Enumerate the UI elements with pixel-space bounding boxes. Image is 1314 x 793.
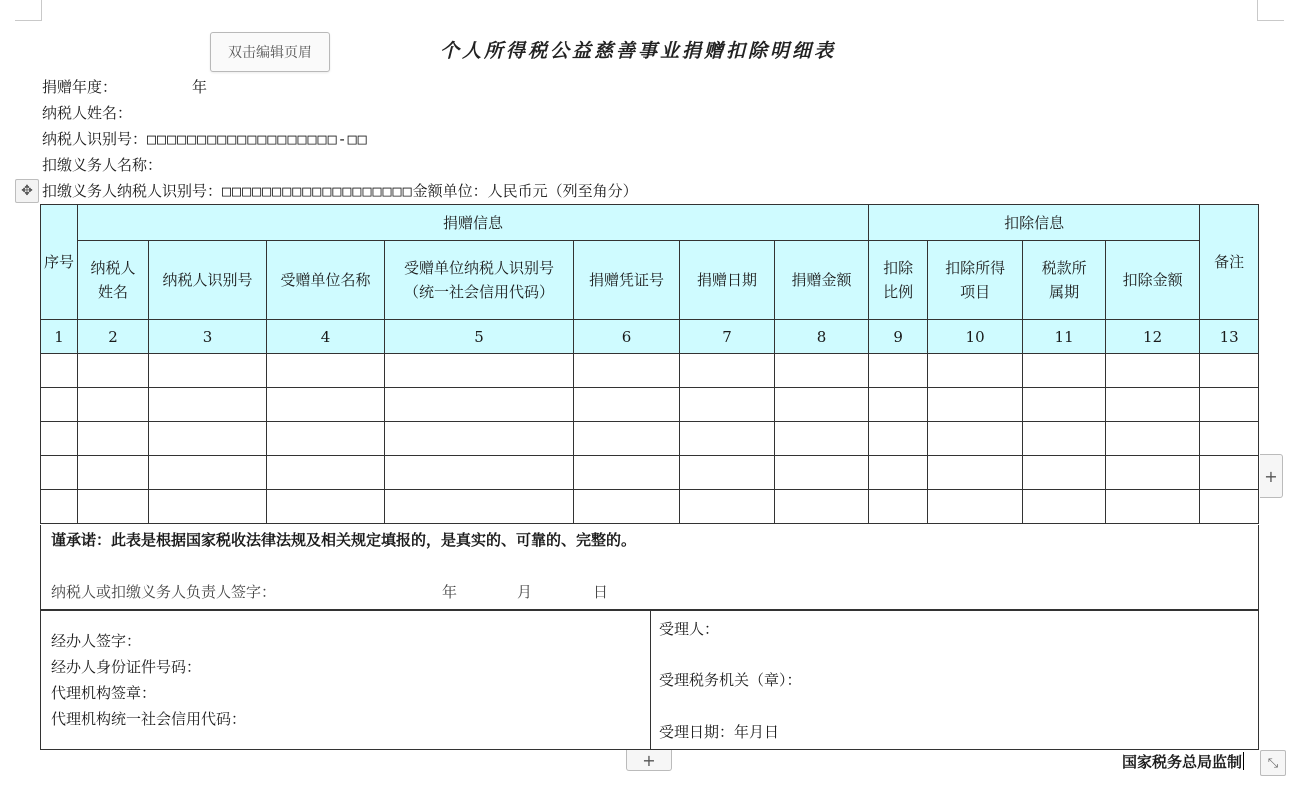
table-cell[interactable] xyxy=(574,354,680,388)
table-cell[interactable] xyxy=(41,422,78,456)
table-cell[interactable] xyxy=(1106,388,1200,422)
table-cell[interactable] xyxy=(574,388,680,422)
table-cell[interactable] xyxy=(869,354,928,388)
col-number: 7 xyxy=(680,320,775,354)
table-cell[interactable] xyxy=(1023,354,1106,388)
header-group-deduction: 扣除信息 xyxy=(869,205,1200,241)
header-seq: 序号 xyxy=(41,205,78,320)
table-cell[interactable] xyxy=(41,388,78,422)
table-cell[interactable] xyxy=(775,388,869,422)
header-taxpayer-id: 纳税人识别号 xyxy=(149,241,267,320)
header-deduction-amount: 扣除金额 xyxy=(1106,241,1200,320)
col-number: 4 xyxy=(267,320,385,354)
taxpayer-id-line xyxy=(42,128,368,149)
col-number: 12 xyxy=(1106,320,1200,354)
col-number: 10 xyxy=(928,320,1023,354)
col-number: 1 xyxy=(41,320,78,354)
table-cell[interactable] xyxy=(775,354,869,388)
table-cell[interactable] xyxy=(41,456,78,490)
table-cell[interactable] xyxy=(267,422,385,456)
table-cell[interactable] xyxy=(78,422,149,456)
donation-year-label: 捐赠年度： xyxy=(42,78,118,96)
donation-table xyxy=(40,204,1259,524)
document-title: 个人所得税公益慈善事业捐赠扣除明细表 xyxy=(440,40,837,62)
table-cell[interactable] xyxy=(1023,422,1106,456)
page-corner-top-left xyxy=(15,0,42,21)
table-cell[interactable] xyxy=(149,490,267,524)
agency-seal-label: 代理机构签章： xyxy=(51,684,157,702)
taxpayer-name-label: 纳税人姓名： xyxy=(42,104,133,122)
table-cell[interactable] xyxy=(149,388,267,422)
header-remark: 备注 xyxy=(1200,205,1259,320)
table-cell[interactable] xyxy=(869,422,928,456)
table-cell[interactable] xyxy=(1200,456,1259,490)
header-recipient-name: 受赠单位名称 xyxy=(267,241,385,320)
table-row xyxy=(41,354,1259,388)
col-number: 5 xyxy=(385,320,574,354)
table-cell[interactable] xyxy=(385,422,574,456)
withholder-id-label: 扣缴义务人纳税人识别号： xyxy=(42,182,223,200)
table-cell[interactable] xyxy=(574,490,680,524)
table-cell[interactable] xyxy=(680,456,775,490)
table-cell[interactable] xyxy=(1200,490,1259,524)
table-cell[interactable] xyxy=(574,422,680,456)
add-column-button[interactable]: + xyxy=(1260,454,1283,498)
table-cell[interactable] xyxy=(78,490,149,524)
table-move-icon[interactable]: ✥ xyxy=(15,179,39,203)
table-cell[interactable] xyxy=(1200,354,1259,388)
table-cell[interactable] xyxy=(1106,490,1200,524)
table-cell[interactable] xyxy=(928,388,1023,422)
table-cell[interactable] xyxy=(41,354,78,388)
table-cell[interactable] xyxy=(1106,354,1200,388)
table-cell[interactable] xyxy=(78,388,149,422)
table-cell[interactable] xyxy=(574,456,680,490)
add-row-button[interactable]: + xyxy=(626,750,672,771)
table-row xyxy=(41,422,1259,456)
table-cell[interactable] xyxy=(680,354,775,388)
table-cell[interactable] xyxy=(267,354,385,388)
table-cell[interactable] xyxy=(775,490,869,524)
footer-text: 国家税务总局监制 xyxy=(1122,753,1243,771)
header-voucher-no: 捐赠凭证号 xyxy=(574,241,680,320)
header-deduction-ratio: 扣除比例 xyxy=(869,241,928,320)
table-cell[interactable] xyxy=(680,422,775,456)
header-group-donation: 捐赠信息 xyxy=(78,205,869,241)
table-cell[interactable] xyxy=(385,354,574,388)
table-cell[interactable] xyxy=(928,456,1023,490)
table-cell[interactable] xyxy=(775,422,869,456)
agent-id-label: 经办人身份证件号码： xyxy=(51,658,202,676)
table-cell[interactable] xyxy=(149,422,267,456)
col-number: 11 xyxy=(1023,320,1106,354)
table-cell[interactable] xyxy=(385,388,574,422)
col-number: 13 xyxy=(1200,320,1259,354)
table-cell[interactable] xyxy=(928,490,1023,524)
header-tax-period: 税款所属期 xyxy=(1023,241,1106,320)
header-donation-date: 捐赠日期 xyxy=(680,241,775,320)
table-cell[interactable] xyxy=(928,354,1023,388)
sign-year: 年 xyxy=(442,583,458,601)
pledge-text: 谨承诺：此表是根据国家税收法律法规及相关规定填报的，是真实的、可靠的、完整的。 xyxy=(51,531,637,549)
table-cell[interactable] xyxy=(385,490,574,524)
table-cell[interactable] xyxy=(1200,422,1259,456)
table-row xyxy=(41,490,1259,524)
table-cell[interactable] xyxy=(1106,456,1200,490)
edit-header-button[interactable]: 双击编辑页眉 xyxy=(210,32,330,72)
table-cell[interactable] xyxy=(1023,388,1106,422)
text-cursor xyxy=(1243,752,1244,770)
table-cell[interactable] xyxy=(78,456,149,490)
table-row xyxy=(41,388,1259,422)
sign-month: 月 xyxy=(517,583,533,601)
withholder-id-boxes[interactable]: □□□□□□□□□□□□□□□□□□□ xyxy=(222,182,413,200)
footer-supervisor xyxy=(1122,751,1244,772)
donation-year-unit: 年 xyxy=(192,78,208,96)
table-cell[interactable] xyxy=(149,456,267,490)
header-taxpayer-name: 纳税人姓名 xyxy=(78,241,149,320)
table-cell[interactable] xyxy=(1200,388,1259,422)
page-corner-top-right xyxy=(1257,0,1284,21)
header-donation-amount: 捐赠金额 xyxy=(775,241,869,320)
table-cell[interactable] xyxy=(869,388,928,422)
currency-note: 金额单位：人民币元（列至角分） xyxy=(412,182,638,200)
table-cell[interactable] xyxy=(869,490,928,524)
table-cell[interactable] xyxy=(41,490,78,524)
header-recipient-id: 受赠单位纳税人识别号（统一社会信用代码） xyxy=(385,241,574,320)
signature-label: 纳税人或扣缴义务人负责人签字： xyxy=(51,583,277,601)
col-number: 2 xyxy=(78,320,149,354)
table-cell[interactable] xyxy=(78,354,149,388)
section-divider xyxy=(650,611,651,749)
table-cell[interactable] xyxy=(680,490,775,524)
sign-day: 日 xyxy=(593,583,609,601)
table-cell[interactable] xyxy=(267,388,385,422)
resize-icon[interactable]: ⤡ xyxy=(1260,750,1286,776)
table-cell[interactable] xyxy=(928,422,1023,456)
table-cell[interactable] xyxy=(1106,422,1200,456)
tax-office-label: 受理税务机关（章）： xyxy=(659,671,802,689)
table-cell[interactable] xyxy=(1023,490,1106,524)
table-cell[interactable] xyxy=(680,388,775,422)
col-number: 8 xyxy=(775,320,869,354)
table-cell[interactable] xyxy=(869,456,928,490)
withholder-name-label: 扣缴义务人名称： xyxy=(42,156,163,174)
table-cell[interactable] xyxy=(775,456,869,490)
col-number: 6 xyxy=(574,320,680,354)
table-cell[interactable] xyxy=(385,456,574,490)
table-cell[interactable] xyxy=(267,490,385,524)
receiver-label: 受理人： xyxy=(659,620,720,638)
agent-sign-label: 经办人签字： xyxy=(51,632,142,650)
withholder-id-line xyxy=(42,180,638,201)
table-cell[interactable] xyxy=(149,354,267,388)
handling-section xyxy=(40,610,1259,750)
receive-date-label: 受理日期：年月日 xyxy=(659,723,780,741)
header-deduction-item: 扣除所得项目 xyxy=(928,241,1023,320)
pledge-section xyxy=(40,525,1259,610)
table-cell[interactable] xyxy=(267,456,385,490)
table-row xyxy=(41,456,1259,490)
taxpayer-id-boxes[interactable]: □□□□□□□□□□□□□□□□□□□-□□ xyxy=(147,130,368,148)
col-number: 3 xyxy=(149,320,267,354)
col-number: 9 xyxy=(869,320,928,354)
agency-code-label: 代理机构统一社会信用代码： xyxy=(51,710,247,728)
taxpayer-id-label: 纳税人识别号： xyxy=(42,130,148,148)
table-cell[interactable] xyxy=(1023,456,1106,490)
